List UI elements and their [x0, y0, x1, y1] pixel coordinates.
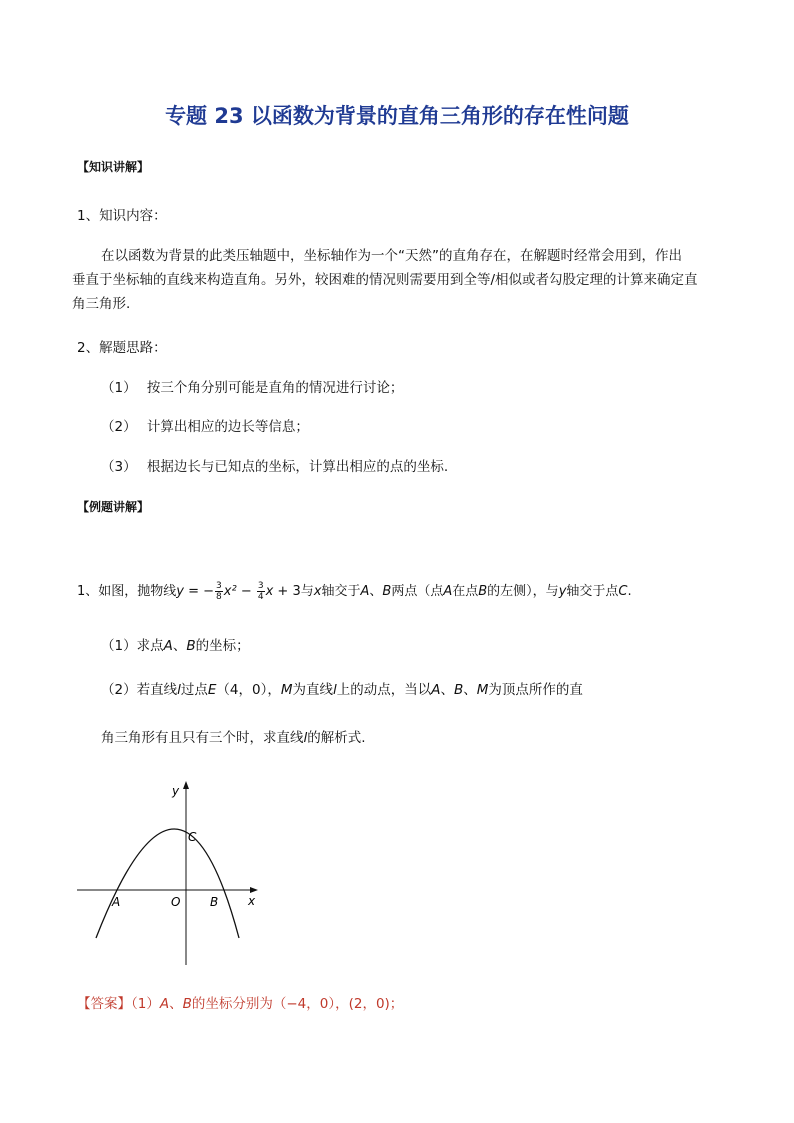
answer-line: 【答案】（1）A、B的坐标分别为（−4，0），(2，0)； — [77, 996, 404, 1012]
problem-statement: 1、如图，抛物线y = − $\frac{3}{8}$ x² − $\frac{3}{4}$ x + 3与x轴交于A、B两点（点A在点B的左侧），与y轴交于点C. — [77, 581, 632, 602]
fraction-2: $\frac{3}{4}$ — [257, 581, 264, 602]
parabola-curve — [96, 829, 239, 938]
eq-minus: − — [236, 584, 256, 599]
step-2 — [101, 417, 309, 437]
eq-x-squared: x² — [223, 584, 237, 599]
question-2-line-1: （2）若直线l过点E（4，0），M为直线l上的动点，当以A、B、M为顶点所作的直 — [101, 682, 583, 698]
point-c-label: C — [188, 830, 197, 844]
point-b-label: B — [210, 895, 219, 909]
step-text: 按三个角分别可能是直角的情况进行讨论； — [146, 380, 404, 396]
eq-tail: + 3 — [273, 584, 301, 599]
step-number: （1） — [101, 380, 137, 396]
knowledge-paragraph-line-3: 角三角形. — [72, 296, 131, 312]
knowledge-item-2: 2、解题思路： — [77, 340, 167, 356]
x-axis-label: x — [248, 894, 256, 908]
knowledge-paragraph-line-2: 垂直于坐标轴的直线来构造直角。另外，较困难的情况则需要用到全等/相似或者勾股定理的计算来确定直 — [72, 272, 698, 288]
step-1 — [101, 378, 403, 398]
knowledge-paragraph-line-1: 在以函数为背景的此类压轴题中，坐标轴作为一个“天然”的直角存在，在解题时经常会用到，作出 — [101, 248, 682, 264]
y-axis-arrow — [183, 781, 189, 789]
step-text: 计算出相应的边长等信息； — [146, 419, 309, 435]
fraction-1: $\frac{3}{8}$ — [216, 581, 222, 602]
origin-label: O — [171, 895, 181, 909]
x-axis-arrow — [250, 887, 258, 893]
answer-tag: 【答案】 — [77, 996, 131, 1012]
y-axis-label: y — [172, 784, 180, 798]
step-3 — [101, 457, 448, 477]
eq-var-y: y — [176, 584, 184, 599]
eq-var-x: x — [265, 584, 274, 599]
eq-equals: = − — [183, 584, 215, 599]
question-2-line-2: 角三角形有且只有三个时，求直线l的解析式. — [101, 730, 366, 746]
example-header: 【例题讲解】 — [77, 500, 150, 514]
problem-prefix: 1、如图，抛物线 — [77, 584, 177, 599]
page-title: 专题 23 以函数为背景的直角三角形的存在性问题 — [165, 104, 629, 128]
question-1: （1）求点A、B的坐标； — [101, 638, 250, 654]
parabola-graph — [72, 775, 272, 975]
step-number: （2） — [101, 419, 137, 435]
knowledge-item-1: 1、知识内容： — [77, 208, 167, 224]
point-a-label: A — [112, 895, 121, 909]
knowledge-header: 【知识讲解】 — [77, 160, 150, 174]
step-text: 根据边长与已知点的坐标，计算出相应的点的坐标. — [146, 459, 449, 475]
step-number: （3） — [101, 459, 137, 475]
